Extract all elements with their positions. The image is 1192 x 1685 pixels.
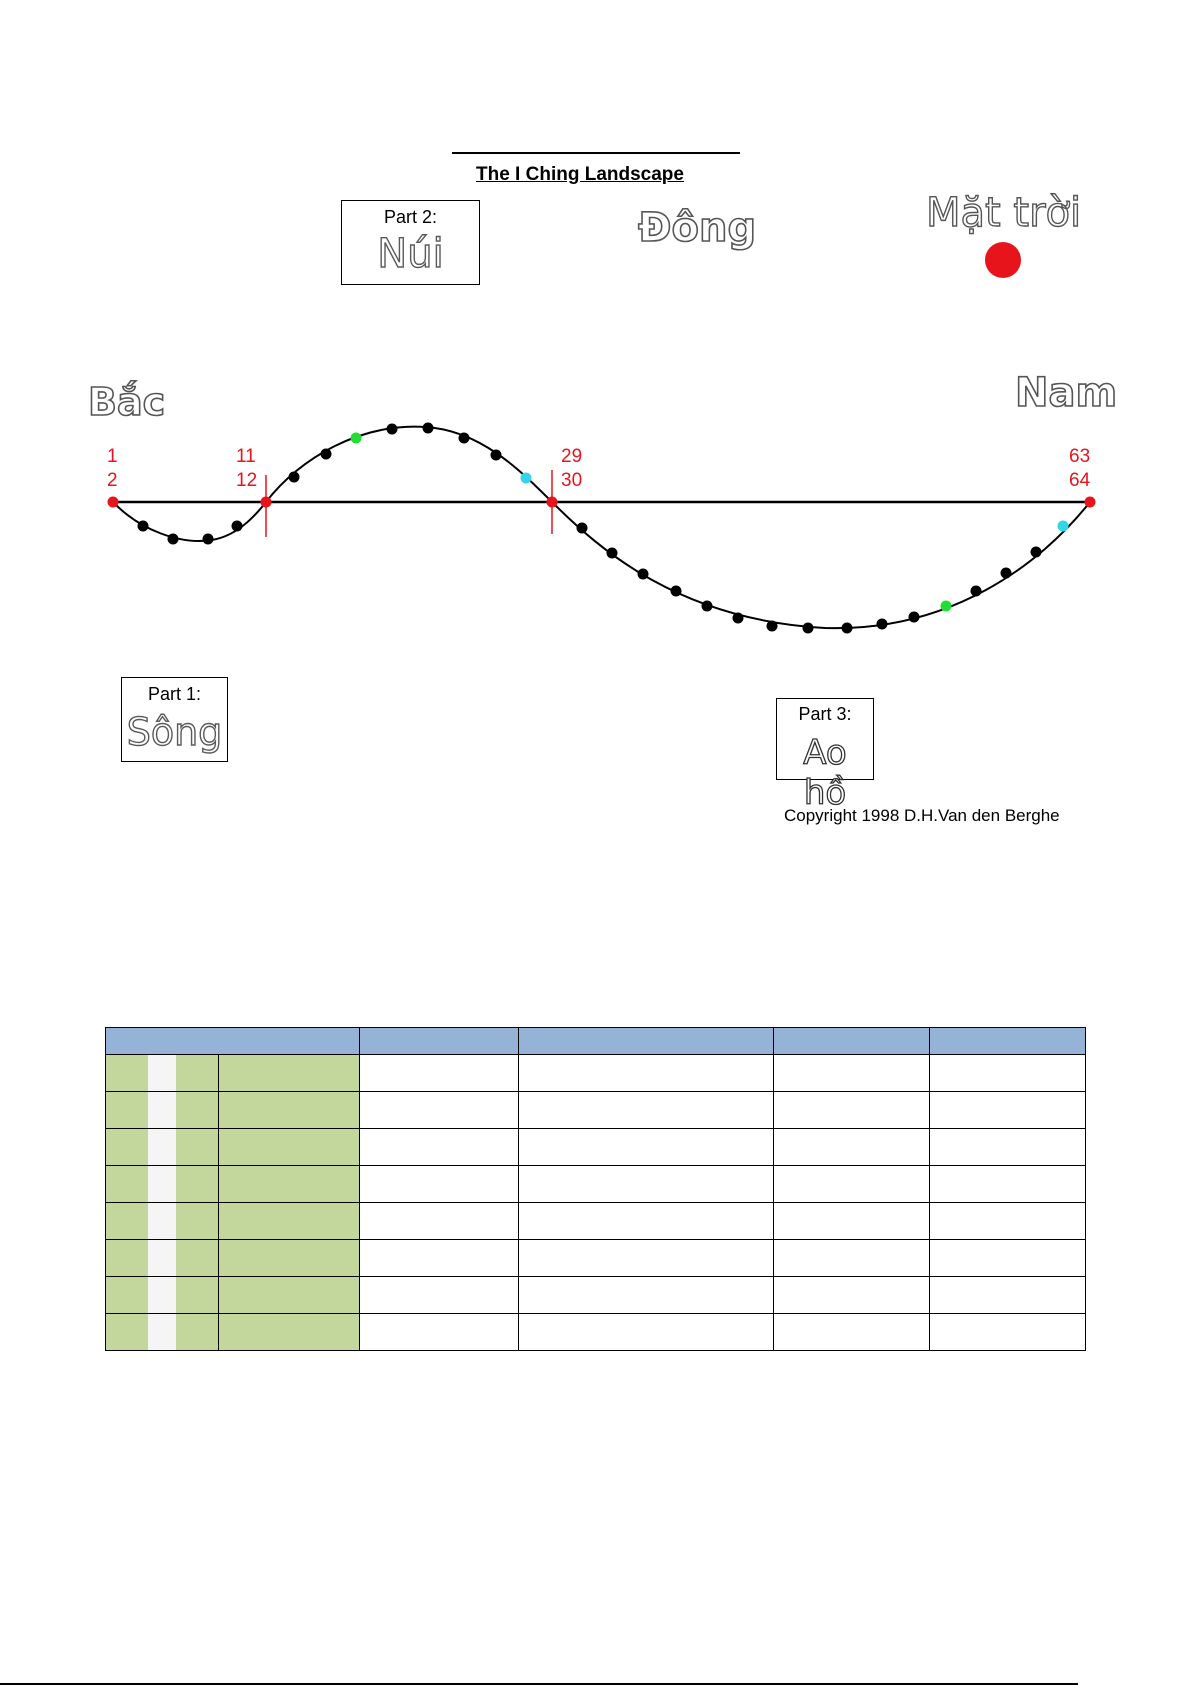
hexagram-dot [138,521,149,532]
hexagram-dot [351,433,362,444]
table-cell [148,1129,176,1166]
part-1-box [121,677,228,762]
marker-2-bottom: 12 [236,470,258,491]
marker-dot [547,497,558,508]
table-cell [219,1203,360,1240]
table-cell [148,1314,176,1351]
table-row [106,1092,1086,1129]
table-cell [106,1277,149,1314]
table-header-row [106,1028,1086,1055]
table-cell [219,1240,360,1277]
hexagram-dot [803,623,814,634]
table-cell [774,1055,930,1092]
hexagram-dot [289,472,300,483]
east-label: Đông [638,205,757,251]
table-body [106,1055,1086,1351]
hexagram-dot [491,450,502,461]
hexagram-dot [842,623,853,634]
hexagram-dot [577,523,588,534]
marker-dot [261,497,272,508]
table-cell [219,1055,360,1092]
table-cell [219,1166,360,1203]
table-cell [519,1129,774,1166]
table-cell [219,1129,360,1166]
table-cell [106,1203,149,1240]
hexagram-dot [971,586,982,597]
marker-1-top: 1 [107,446,118,467]
hexagram-dot [203,534,214,545]
table-row [106,1203,1086,1240]
table-cell [519,1092,774,1129]
marker-dot [1085,497,1096,508]
table-cell [360,1277,519,1314]
table-cell [148,1240,176,1277]
table-row [106,1055,1086,1092]
table-cell [176,1277,219,1314]
table-cell [519,1277,774,1314]
table-cell [148,1055,176,1092]
data-table [105,1027,1086,1351]
table-cell [360,1129,519,1166]
hexagram-dot [702,601,713,612]
table-cell [930,1129,1086,1166]
part-2-name: Núi [377,231,444,277]
table-cell [360,1314,519,1351]
table-cell [360,1240,519,1277]
north-label: Bắc [88,380,166,424]
hexagram-dot [733,613,744,624]
table-cell [176,1092,219,1129]
table-row [106,1240,1086,1277]
hexagram-dot [767,621,778,632]
table-cell [106,1240,149,1277]
table-cell [360,1055,519,1092]
table-cell [930,1314,1086,1351]
marker-3-top: 29 [561,446,583,467]
hexagram-dot [321,449,332,460]
table-row [106,1314,1086,1351]
table-cell [519,1166,774,1203]
diagram-title: The I Ching Landscape [476,164,684,185]
table-cell [930,1277,1086,1314]
part-3-box [776,698,874,813]
table-cell [519,1314,774,1351]
part-3-label: Part 3: [798,704,852,724]
table-cell [774,1166,930,1203]
table-row [106,1129,1086,1166]
hexagram-dot [521,473,532,484]
hexagram-dot [423,423,434,434]
marker-dot [108,497,119,508]
table-cell [930,1055,1086,1092]
hexagram-dot [232,521,243,532]
table-cell [176,1314,219,1351]
marker-3-bottom: 30 [561,470,583,491]
table-header-cell [519,1028,774,1055]
marker-4-top: 63 [1069,446,1091,467]
table-cell [176,1240,219,1277]
part-2-label: Part 2: [383,207,438,227]
table-cell [106,1055,149,1092]
sun-icon [985,242,1021,278]
table-cell [148,1203,176,1240]
table-cell [176,1129,219,1166]
table-header-cell [774,1028,930,1055]
hexagram-dot [941,601,952,612]
hexagram-dot [1001,568,1012,579]
table-cell [930,1203,1086,1240]
table-cell [519,1240,774,1277]
table-cell [360,1092,519,1129]
table-cell [176,1166,219,1203]
table-cell [360,1166,519,1203]
table-cell [148,1092,176,1129]
south-label: Nam [1015,370,1118,416]
table-cell [219,1314,360,1351]
table-row [106,1166,1086,1203]
part-1-label: Part 1: [147,684,202,704]
hexagram-dot [1058,521,1069,532]
table-cell [519,1203,774,1240]
hexagram-dot [168,534,179,545]
hexagram-dot [459,433,470,444]
table-cell [106,1166,149,1203]
table-cell [930,1092,1086,1129]
hexagram-dot [1031,547,1042,558]
sun-label: Mặt trời [926,190,1082,236]
table-cell [106,1129,149,1166]
table-cell [360,1203,519,1240]
table-cell [930,1240,1086,1277]
table-cell [774,1092,930,1129]
table-header-cell [106,1028,360,1055]
table-cell [106,1092,149,1129]
hexagram-dot [909,612,920,623]
table-cell [774,1240,930,1277]
table-cell [176,1055,219,1092]
part-1-name: Sông [126,710,223,754]
marker-1-bottom: 2 [107,470,118,491]
hexagram-dot [638,569,649,580]
sine-curve [113,427,1090,628]
table-cell [176,1203,219,1240]
table-cell [774,1314,930,1351]
table-cell [774,1203,930,1240]
hexagram-dot [671,586,682,597]
marker-4-bottom: 64 [1069,470,1091,491]
hexagram-dot [607,548,618,559]
table-cell [774,1129,930,1166]
marker-2-top: 11 [236,446,256,467]
table-cell [774,1277,930,1314]
table-cell [930,1166,1086,1203]
table-cell [219,1277,360,1314]
table-cell [219,1092,360,1129]
copyright-text: Copyright 1998 D.H.Van den Berghe [784,806,1060,825]
hexagram-dot [387,424,398,435]
table-cell [106,1314,149,1351]
table-cell [519,1055,774,1092]
table-header-cell [360,1028,519,1055]
table-cell [148,1277,176,1314]
table-header-cell [930,1028,1086,1055]
table-row [106,1277,1086,1314]
part-3-name: Ao hồ [803,733,847,813]
hexagram-dot [877,619,888,630]
table-cell [148,1166,176,1203]
